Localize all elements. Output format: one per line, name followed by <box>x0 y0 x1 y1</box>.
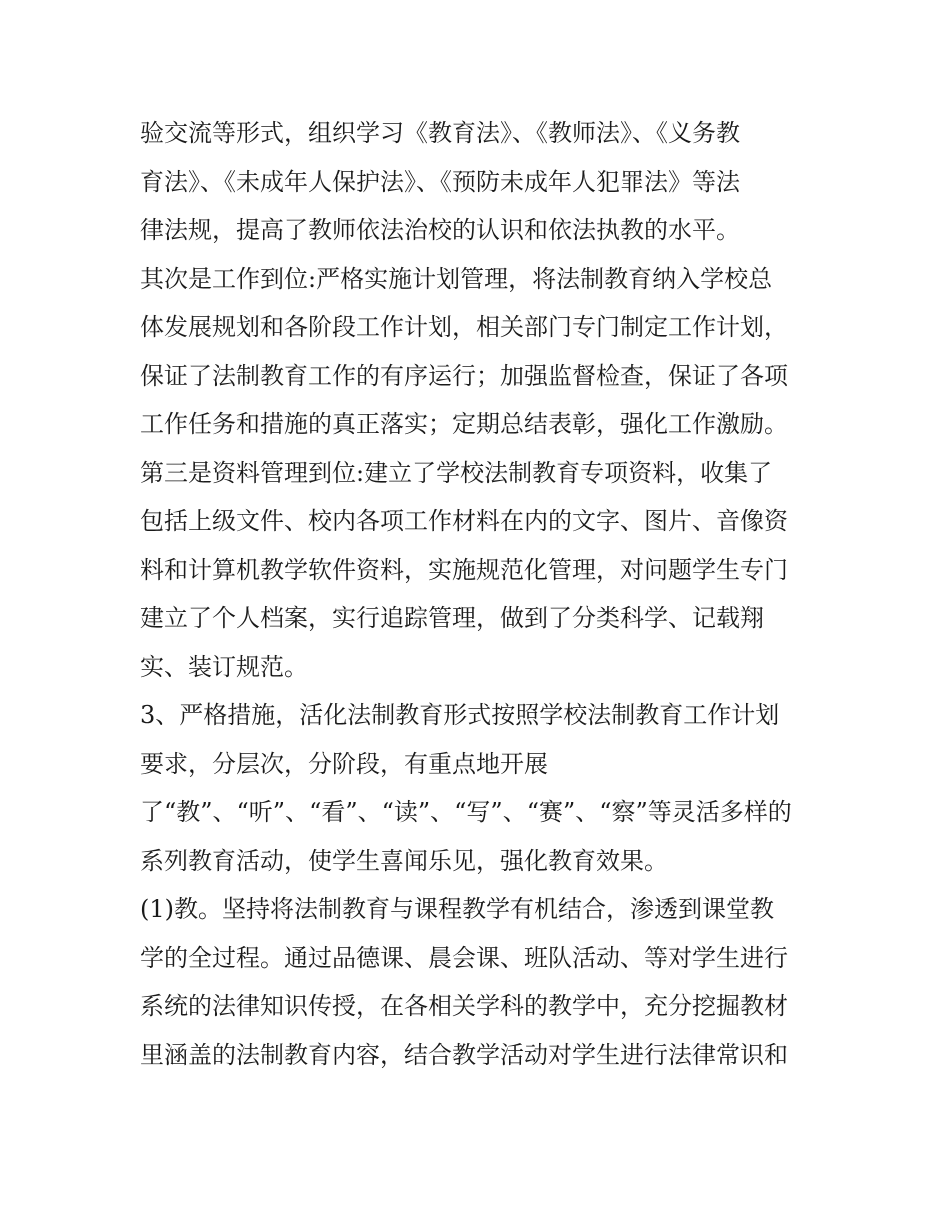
text-line: (1)教。坚持将法制教育与课程教学有机结合，渗透到课堂教 <box>140 895 774 923</box>
text-line: 要求，分层次，分阶段，有重点地开展 <box>140 749 548 778</box>
text-line: 包括上级文件、校内各项工作材料在内的文字、图片、音像资 <box>140 507 788 535</box>
text-line: 料和计算机教学软件资料，实施规范化管理，对问题学生专门 <box>140 555 788 584</box>
text-line: 建立了个人档案，实行追踪管理，做到了分类科学、记载翔 <box>140 604 764 632</box>
text-line: 育法》、《未成年人保护法》、《预防未成年人犯罪法》等法 <box>140 167 740 196</box>
text-line: 3、严格措施，活化法制教育形式按照学校法制教育工作计划 <box>140 701 780 729</box>
text-line: 工作任务和措施的真正落实；定期总结表彰，强化工作激励。 <box>140 410 788 438</box>
text-line: 体发展规划和各阶段工作计划，相关部门专门制定工作计划， <box>140 313 788 341</box>
text-line: 保证了法制教育工作的有序运行；加强监督检查，保证了各项 <box>140 361 788 390</box>
text-line: 里涵盖的法制教育内容，结合教学活动对学生进行法律常识和 <box>140 1040 788 1069</box>
text-line: 系统的法律知识传授，在各相关学科的教学中，充分挖掘教材 <box>140 992 788 1020</box>
text-line: 实、装订规范。 <box>140 652 308 681</box>
text-line: 律法规，提高了教师依法治校的认识和依法执教的水平。 <box>140 216 740 244</box>
text-line: 其次是工作到位:严格实施计划管理，将法制教育纳入学校总 <box>140 264 773 293</box>
text-line: 第三是资料管理到位:建立了学校法制教育专项资料，收集了 <box>140 458 773 487</box>
body-text <box>140 109 830 1079</box>
text-line: 验交流等形式，组织学习《教育法》、《教师法》、《义务教 <box>140 119 740 147</box>
text-line: 系列教育活动，使学生喜闻乐见，强化教育效果。 <box>140 846 668 875</box>
text-line: 学的全过程。通过品德课、晨会课、班队活动、等对学生进行 <box>140 943 788 972</box>
text-line: 了“教”、“听”、“看”、“读”、“写”、“赛”、“察”等灵活多样的 <box>140 798 792 826</box>
